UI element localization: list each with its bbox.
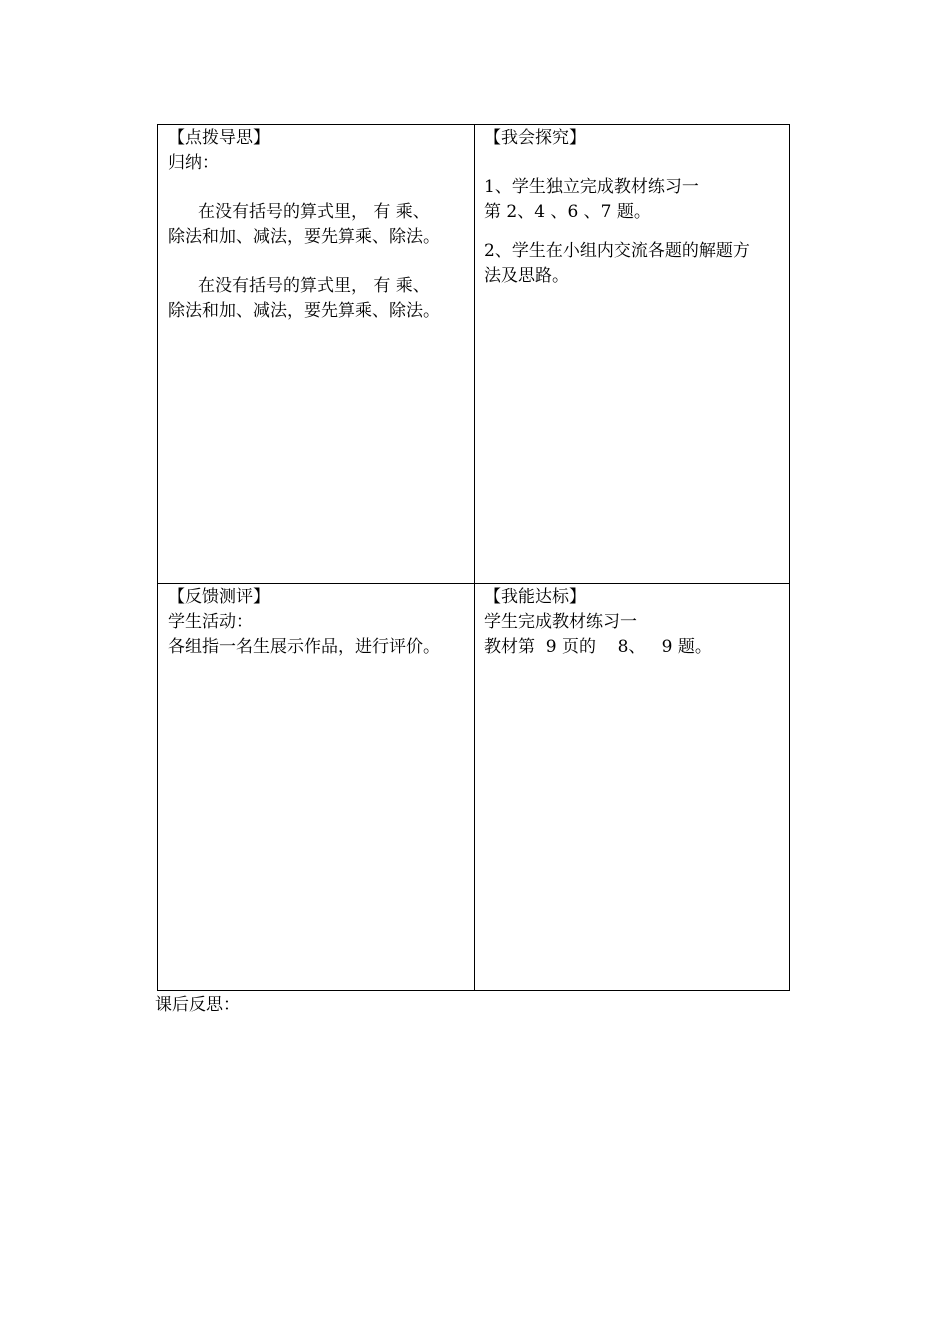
cell-exploration <box>484 126 784 289</box>
column-divider <box>474 125 475 990</box>
goal-text-line: 教材第 9 页的 8、 9 题。 <box>484 637 712 657</box>
rule-text-line: 在没有括号的算式里， 有 乘、 <box>198 276 430 296</box>
cell-heading: 【反馈测评】 <box>168 587 270 607</box>
summary-label: 归纳： <box>168 153 219 173</box>
lesson-plan-table <box>157 124 790 991</box>
rule-text-line: 除法和加、减法，要先算乘、除法。 <box>168 227 440 247</box>
row-divider <box>158 583 789 584</box>
cell-heading: 【我能达标】 <box>484 587 586 607</box>
after-class-reflection-label: 课后反思： <box>155 995 240 1015</box>
task-text-line: 法及思路。 <box>484 266 569 286</box>
cell-goal <box>484 585 784 660</box>
task-text-line: 1、学生独立完成教材练习一 <box>484 177 699 197</box>
task-text-line: 2、学生在小组内交流各题的解题方 <box>484 241 750 261</box>
activity-label: 学生活动： <box>168 612 253 632</box>
activity-text: 各组指一名生展示作品，进行评价。 <box>168 637 440 657</box>
cell-heading: 【我会探究】 <box>484 128 586 148</box>
rule-text-line: 除法和加、减法，要先算乘、除法。 <box>168 301 440 321</box>
cell-heading: 【点拨导思】 <box>168 128 270 148</box>
cell-feedback <box>168 585 468 660</box>
goal-text-line: 学生完成教材练习一 <box>484 612 637 632</box>
rule-text-line: 在没有括号的算式里， 有 乘、 <box>198 202 430 222</box>
task-text-line: 第 2、4 、6 、7 题。 <box>484 202 651 222</box>
cell-guidance <box>168 126 468 324</box>
